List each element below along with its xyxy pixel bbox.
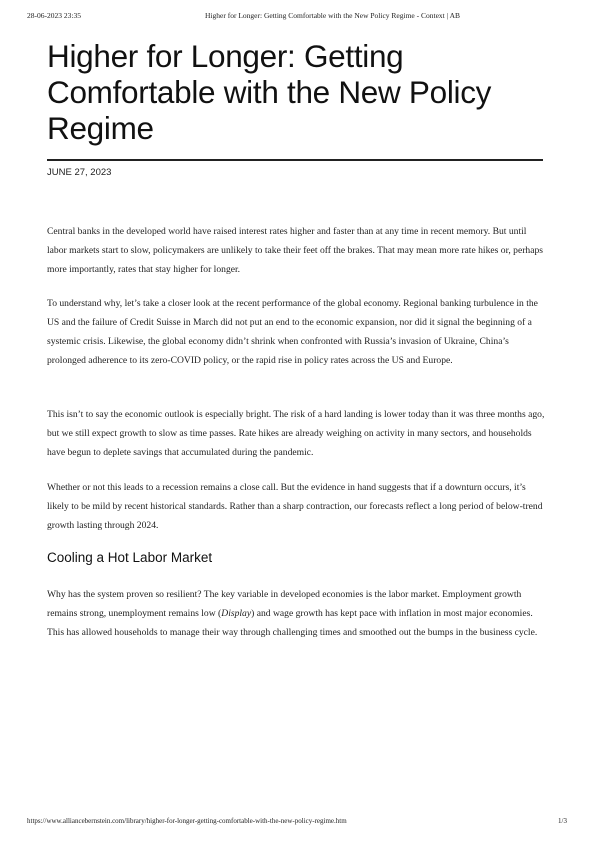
paragraph-3: This isn’t to say the economic outlook is especially bright. The risk of a hard landing is lower today than it was three months ago, but we still expect growth to slow as time passes. Rate hikes are already weighing on activity in many sectors, and households have begun to deplete savings that accumulated during the pandemic. xyxy=(47,409,545,458)
display-link[interactable]: Display xyxy=(221,608,252,619)
print-url: https://www.alliancebernstein.com/library/higher-for-longer-getting-comfortable-with-the-new-policy-regime.htm xyxy=(27,817,347,825)
paragraph-5-text-end: ) and wage growth has kept pace with inflation in most major economies. This has allowed households to manage their way through challenging times and smoothed out the bumps in the business cycle. xyxy=(47,608,538,638)
section-heading: Cooling a Hot Labor Market xyxy=(47,550,213,565)
paragraph-1: Central banks in the developed world have raised interest rates higher and faster than at any time in recent memory. But until labor markets start to slow, policymakers are unlikely to take their feet off the brakes. That may mean more rate hikes or, perhaps more importantly, rates that stay higher for longer. xyxy=(47,226,544,275)
paragraph-2: To understand why, let’s take a closer look at the recent performance of the global economy. Regional banking turbulence in the US and the failure of Credit Suisse in March did not put an end to the economic expansion, nor did it signal the beginning of a systemic crisis. Likewise, the global economy didn’t shrink when confronted with Russia’s invasion of Ukraine, China’s prolonged adherence to its zero-COVID policy, or the rapid rise in policy rates across the US and Europe. xyxy=(47,298,538,366)
print-datetime: 28-06-2023 23:35 xyxy=(27,11,81,20)
paragraph-5-text-start: Why has the system proven so resilient? The key variable in developed economies is the labor market. Employment growth remains strong, unemployment remains low ( xyxy=(47,589,522,619)
paragraph-4: Whether or not this leads to a recession remains a close call. But the evidence in hand suggests that if a downturn occurs, it’s likely to be mild by recent historical standards. Rather than a sharp contraction, our forecasts reflect a long period of below-trend growth lasting through 2024. xyxy=(47,482,543,531)
page-number: 1/3 xyxy=(558,817,567,825)
paragraph-5 xyxy=(47,585,545,642)
print-doc-title: Higher for Longer: Getting Comfortable with the New Policy Regime - Context | AB xyxy=(205,11,460,20)
article-title: Higher for Longer: Getting Comfortable with the New Policy Regime xyxy=(47,38,492,146)
title-divider xyxy=(47,159,543,161)
article-date: JUNE 27, 2023 xyxy=(47,167,112,178)
